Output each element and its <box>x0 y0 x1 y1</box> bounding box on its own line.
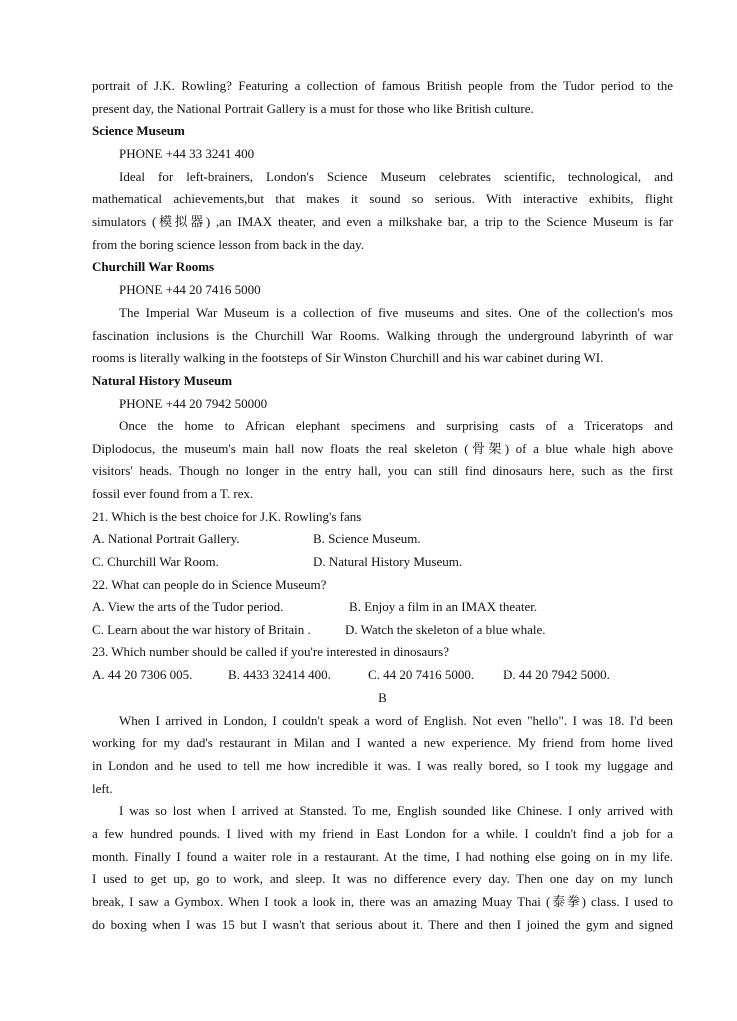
text-line: portrait of J.K. Rowling? Featuring a collection of famous British people from the Tudor period to the <box>92 78 673 93</box>
question-22-options-row <box>92 596 673 618</box>
text-line: present day, the National Portrait Gallery is a must for those who like British culture. <box>92 101 534 116</box>
question-21-options-row <box>92 528 673 550</box>
option-b: B. Science Museum. <box>313 531 421 546</box>
option-b: B. 4433 32414 400. <box>228 667 331 682</box>
phone-churchill: PHONE +44 20 7416 5000 <box>119 282 261 297</box>
text-line: in London and he used to tell me how incredible it was. I was really bored, so I took my luggage and <box>92 758 673 773</box>
text-line: When I arrived in London, I couldn't speak a word of English. Not even "hello". I was 18. I'd been <box>119 713 673 728</box>
text-line: I was so lost when I arrived at Stansted. To me, English sounded like Chinese. I only arrived with <box>119 803 673 818</box>
text-line: simulators (模拟器) ,an IMAX theater, and even a milkshake bar, a trip to the Science Museum is far <box>92 214 673 229</box>
question-21-stem: 21. Which is the best choice for J.K. Rowling's fans <box>92 509 362 524</box>
text-line: do boxing when I was 15 but I wasn't that serious about it. There and then I joined the gym and signed <box>92 917 673 932</box>
option-a: A. View the arts of the Tudor period. <box>92 599 284 614</box>
text-line: mathematical achievements,but that makes it sound so serious. With interactive exhibits, flight <box>92 191 673 206</box>
text-line: fossil ever found from a T. rex. <box>92 486 254 501</box>
option-b: B. Enjoy a film in an IMAX theater. <box>349 599 538 614</box>
text-line: rooms is literally walking in the footsteps of Sir Winston Churchill and his war cabinet during WI. <box>92 350 604 365</box>
question-23-stem: 23. Which number should be called if you're interested in dinosaurs? <box>92 644 449 659</box>
text-line: Diplodocus, the museum's main hall now floats the real skeleton (骨架) of a blue whale high above <box>92 441 673 456</box>
text-line: working for my dad's restaurant in Milan and I wanted a new experience. My friend from home lived <box>92 735 673 750</box>
question-21-options-row <box>92 551 673 573</box>
text-line: fascination inclusions is the Churchill War Rooms. Walking through the underground labyrinth of war <box>92 328 673 343</box>
option-a: A. National Portrait Gallery. <box>92 531 240 546</box>
section-heading-science-museum: Science Museum <box>92 123 185 138</box>
text-line: from the boring science lesson from back in the day. <box>92 237 365 252</box>
question-22-stem: 22. What can people do in Science Museum? <box>92 577 327 592</box>
text-line: I used to get up, go to work, and sleep. It was no difference every day. Then one day on my lunch <box>92 871 673 886</box>
question-23-options-row <box>92 664 673 686</box>
question-22-options-row <box>92 619 673 641</box>
option-c: C. 44 20 7416 5000. <box>368 667 475 682</box>
text-line: Ideal for left-brainers, London's Science Museum celebrates scientific, technological, and <box>119 169 673 184</box>
text-line: a few hundred pounds. I lived with my friend in East London for a while. I couldn't find a job for a <box>92 826 673 841</box>
section-heading-b: B <box>378 690 387 705</box>
option-c: C. Churchill War Room. <box>92 554 219 569</box>
option-d: D. 44 20 7942 5000. <box>503 667 610 682</box>
text-line: Once the home to African elephant specimens and surprising casts of a Triceratops and <box>119 418 673 433</box>
section-heading-churchill: Churchill War Rooms <box>92 259 215 274</box>
option-d: D. Watch the skeleton of a blue whale. <box>345 622 546 637</box>
phone-science-museum: PHONE +44 33 3241 400 <box>119 146 255 161</box>
section-heading-natural-history: Natural History Museum <box>92 373 233 388</box>
option-c: C. Learn about the war history of Britain . <box>92 622 311 637</box>
option-d: D. Natural History Museum. <box>313 554 463 569</box>
text-line: visitors' heads. Though no longer in the entry hall, you can still find dinosaurs here, such as the first <box>92 463 673 478</box>
phone-natural-history: PHONE +44 20 7942 50000 <box>119 396 268 411</box>
option-a: A. 44 20 7306 005. <box>92 667 193 682</box>
text-line: month. Finally I found a waiter role in a restaurant. At the time, I had nothing else going on in my life. <box>92 849 673 864</box>
text-line: left. <box>92 781 113 796</box>
text-line: break, I saw a Gymbox. When I took a look in, there was an amazing Muay Thai (泰拳) class. I used to <box>92 894 673 909</box>
text-line: The Imperial War Museum is a collection of five museums and sites. One of the collection's mos <box>119 305 673 320</box>
